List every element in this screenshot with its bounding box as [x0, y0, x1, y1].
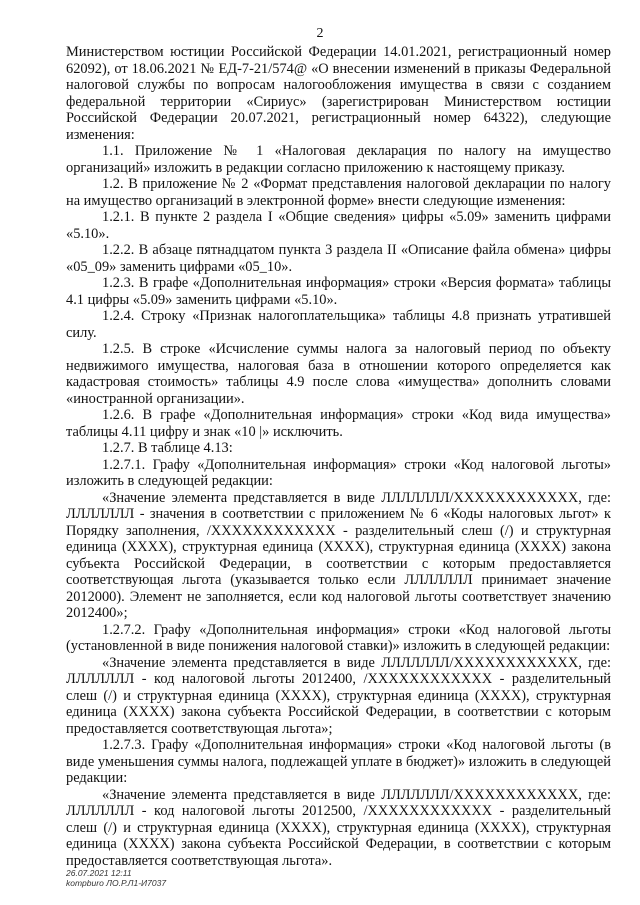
paragraph-1-2-7-3: 1.2.7.3. Графу «Дополнительная информация» строки «Код налоговой льготы (в виде уменьшения суммы налога, подлежащей уплате в бюджет)» изложить в следующей редакции:	[66, 737, 611, 786]
paragraph-1-2-1: 1.2.1. В пункте 2 раздела I «Общие сведения» цифры «5.09» заменить цифрами «5.10».	[66, 209, 611, 242]
document-footer	[66, 868, 166, 888]
paragraph-intro: Министерством юстиции Российской Федерации 14.01.2021, регистрационный номер 62092), от 18.06.2021 № ЕД-7-21/574@ «О внесении изменений в приказы Федеральной налоговой службы по вопросам налогообложения имущества в связи с созданием федеральной территории «Сириус» (зарегистрирован Министерством юстиции Российской Федерации 20.07.2021, регистрационный номер 64322), следующие изменения:	[66, 44, 611, 143]
document-body	[66, 44, 611, 869]
paragraph-quote-3: «Значение элемента представляется в виде ЛЛЛЛЛЛЛ/ХХХХХХХХХХХХ, где: ЛЛЛЛЛЛЛ - код налоговой льготы 2012500, /ХХХХХХХХХХХХ - разделительный слеш (/) и структурная единица (ХХХХ), структурная единица (ХХХХ), структурная единица (ХХХХ) закона субъекта Российской Федерации, в соответствии с которым предоставляется соответствующая льгота».	[66, 786, 611, 869]
paragraph-1-2-2: 1.2.2. В абзаце пятнадцатом пункта 3 раздела II «Описание файла обмена» цифры «05_09» заменить цифрами «05_10».	[66, 242, 611, 275]
footer-timestamp: 26.07.2021 12:11	[66, 868, 132, 878]
paragraph-quote-2: «Значение элемента представляется в виде ЛЛЛЛЛЛЛ/ХХХХХХХХХХХХ, где: ЛЛЛЛЛЛЛ - код налоговой льготы 2012400, /ХХХХХХХХХХХХ - разделительный слеш (/) и структурная единица (ХХХХ), структурная единица (ХХХХ), структурная единица (ХХХХ) закона субъекта Российской Федерации, в соответствии с которым предоставляется соответствующая льгота»;	[66, 654, 611, 737]
paragraph-quote-1: «Значение элемента представляется в виде ЛЛЛЛЛЛЛ/ХХХХХХХХХХХХ, где: ЛЛЛЛЛЛЛ - значения в соответствии с приложением № 6 «Коды налоговых льгот» к Порядку заполнения, /ХХХХХХХХХХХХ - разделительный слеш (/) и структурная единица (ХХХХ), структурная единица (ХХХХ), структурная единица (ХХХХ) закона субъекта Российской Федерации, в соответствии с которым предоставляется соответствующая льгота (указывается только если ЛЛЛЛЛЛЛ принимает значение 2012000). Элемент не заполняется, если код налоговой льготы соответствует значению 2012400»;	[66, 489, 611, 621]
paragraph-1-2-7-2: 1.2.7.2. Графу «Дополнительная информация» строки «Код налоговой льготы (установленной в виде понижения налоговой ставки)» изложить в следующей редакции:	[66, 621, 611, 654]
paragraph-1-2: 1.2. В приложение № 2 «Формат представления налоговой декларации по налогу на имущество организаций в электронной форме» внести следующие изменения:	[66, 176, 611, 209]
paragraph-1-2-5: 1.2.5. В строке «Исчисление суммы налога за налоговый период по объекту недвижимого имущества, налоговая база в отношении которого определяется как кадастровая стоимость» таблицы 4.9 после слова «имущества» дополнить словами «иностранной организации».	[66, 341, 611, 407]
footer-user: kompburo ЛО.Р.Л1-И7037	[66, 878, 167, 888]
paragraph-1-2-6: 1.2.6. В графе «Дополнительная информация» строки «Код вида имущества» таблицы 4.11 цифру и знак «10 |» исключить.	[66, 407, 611, 440]
paragraph-1-2-7: 1.2.7. В таблице 4.13:	[102, 440, 233, 456]
paragraph-1-2-3: 1.2.3. В графе «Дополнительная информация» строки «Версия формата» таблицы 4.1 цифры «5.09» заменить цифрами «5.10».	[66, 275, 611, 308]
page-number: 2	[316, 26, 324, 41]
paragraph-1-2-4: 1.2.4. Строку «Признак налогоплательщика» таблицы 4.8 признать утратившей силу.	[66, 308, 611, 341]
paragraph-1-1: 1.1. Приложение № 1 «Налоговая декларация по налогу на имущество организаций» изложить в редакции согласно приложению к настоящему приказу.	[66, 143, 611, 176]
paragraph-1-2-7-1: 1.2.7.1. Графу «Дополнительная информация» строки «Код налоговой льготы» изложить в следующей редакции:	[66, 456, 611, 489]
